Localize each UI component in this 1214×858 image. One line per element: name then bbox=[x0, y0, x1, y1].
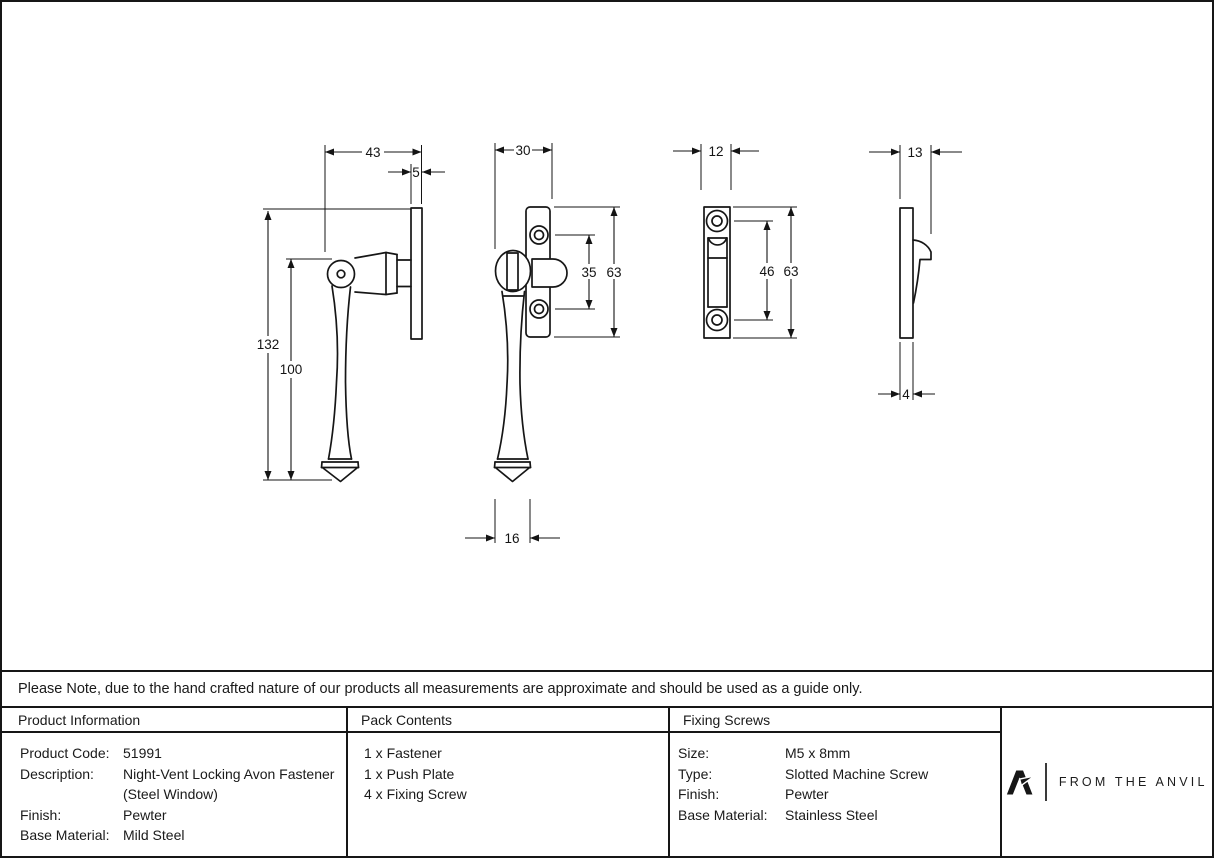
logo-cell bbox=[1002, 708, 1212, 856]
screw-hole-bottom bbox=[535, 305, 544, 314]
table-row bbox=[670, 743, 1000, 764]
dim-front-knob-width: 16 bbox=[504, 531, 520, 546]
dim-keep-plate-height: 63 bbox=[783, 264, 799, 279]
row-label bbox=[2, 784, 123, 805]
table-row bbox=[2, 743, 346, 764]
keep-plate-side bbox=[900, 208, 913, 338]
table-row bbox=[2, 784, 346, 805]
note-text: Please Note, due to the hand crafted nature of our products all measurements are approximate and should be used as a guide only. bbox=[18, 681, 863, 697]
dim-fastener-plate-thickness: 5 bbox=[412, 165, 420, 180]
view-keep-front bbox=[673, 144, 799, 338]
row-value: Stainless Steel bbox=[785, 806, 878, 823]
row-label: Finish: bbox=[678, 786, 720, 802]
keep-screw-hole-bottom bbox=[712, 315, 722, 325]
row-label: Type: bbox=[678, 765, 713, 782]
handle-side bbox=[329, 286, 338, 459]
dim-front-width: 30 bbox=[515, 143, 531, 158]
view-keep-side bbox=[869, 145, 962, 402]
screw-hole-top bbox=[535, 231, 544, 240]
table-row bbox=[2, 825, 346, 846]
keep-nose-profile bbox=[913, 240, 931, 303]
dim-keep-plate-thickness: 4 bbox=[902, 387, 910, 402]
technical-drawing bbox=[2, 2, 1212, 668]
column-fixing-screws bbox=[670, 708, 1002, 856]
list-item: 1 x Fastener bbox=[364, 745, 442, 761]
anvil-logo-icon bbox=[1006, 768, 1035, 797]
row-label: Base Material: bbox=[678, 806, 768, 823]
spec-table bbox=[2, 708, 1212, 856]
row-value: Mild Steel bbox=[123, 827, 185, 843]
table-row bbox=[670, 784, 1000, 805]
dim-keep-width: 12 bbox=[708, 144, 724, 159]
product-information-header: Product Information bbox=[2, 708, 346, 733]
table-row bbox=[2, 764, 346, 785]
dim-keep-depth: 13 bbox=[907, 145, 923, 160]
logo-divider bbox=[1045, 763, 1047, 801]
lock-slot bbox=[507, 253, 518, 290]
row-label: Base Material: bbox=[20, 827, 110, 843]
row-label: Product Code: bbox=[20, 745, 110, 761]
row-value: Slotted Machine Screw bbox=[785, 765, 929, 782]
backplate-side bbox=[411, 208, 422, 339]
dim-fastener-overall-length: 132 bbox=[256, 337, 280, 352]
fixing-screws-header: Fixing Screws bbox=[670, 708, 1000, 733]
row-value: Pewter bbox=[123, 806, 167, 823]
row-value: Night-Vent Locking Avon Fastener bbox=[123, 765, 335, 782]
row-value: (Steel Window) bbox=[123, 786, 218, 802]
handle-tip bbox=[323, 468, 357, 482]
brand-logo bbox=[1006, 763, 1207, 801]
table-row bbox=[670, 764, 1000, 785]
pivot-pin bbox=[337, 270, 345, 278]
brand-name: FROM THE ANVIL bbox=[1058, 775, 1208, 789]
row-value: Pewter bbox=[785, 786, 829, 802]
view-fastener-front bbox=[465, 143, 622, 546]
handle-front bbox=[498, 292, 508, 460]
list-item: 4 x Fixing Screw bbox=[364, 786, 467, 802]
table-row bbox=[2, 805, 346, 826]
keep-screw-hole-top bbox=[712, 216, 722, 226]
dim-front-plate-height: 63 bbox=[606, 265, 622, 280]
list-item: 1 x Push Plate bbox=[364, 765, 455, 782]
row-value: 51991 bbox=[123, 745, 162, 761]
measurement-note bbox=[2, 670, 1212, 708]
table-row bbox=[670, 805, 1000, 826]
row-label: Size: bbox=[678, 745, 710, 761]
view-fastener-side bbox=[257, 145, 445, 482]
dim-keep-hole-spacing: 46 bbox=[759, 264, 775, 279]
column-product-information bbox=[2, 708, 348, 856]
pack-contents-header: Pack Contents bbox=[348, 708, 668, 733]
dim-front-hole-spacing: 35 bbox=[581, 265, 597, 280]
row-label: Finish: bbox=[20, 806, 62, 823]
dim-fastener-width: 43 bbox=[365, 145, 381, 160]
column-pack-contents bbox=[348, 708, 670, 856]
dim-fastener-handle-length: 100 bbox=[279, 362, 303, 377]
catch-nose bbox=[532, 259, 567, 287]
row-value: M5 x 8mm bbox=[785, 745, 851, 761]
row-label: Description: bbox=[20, 765, 94, 782]
